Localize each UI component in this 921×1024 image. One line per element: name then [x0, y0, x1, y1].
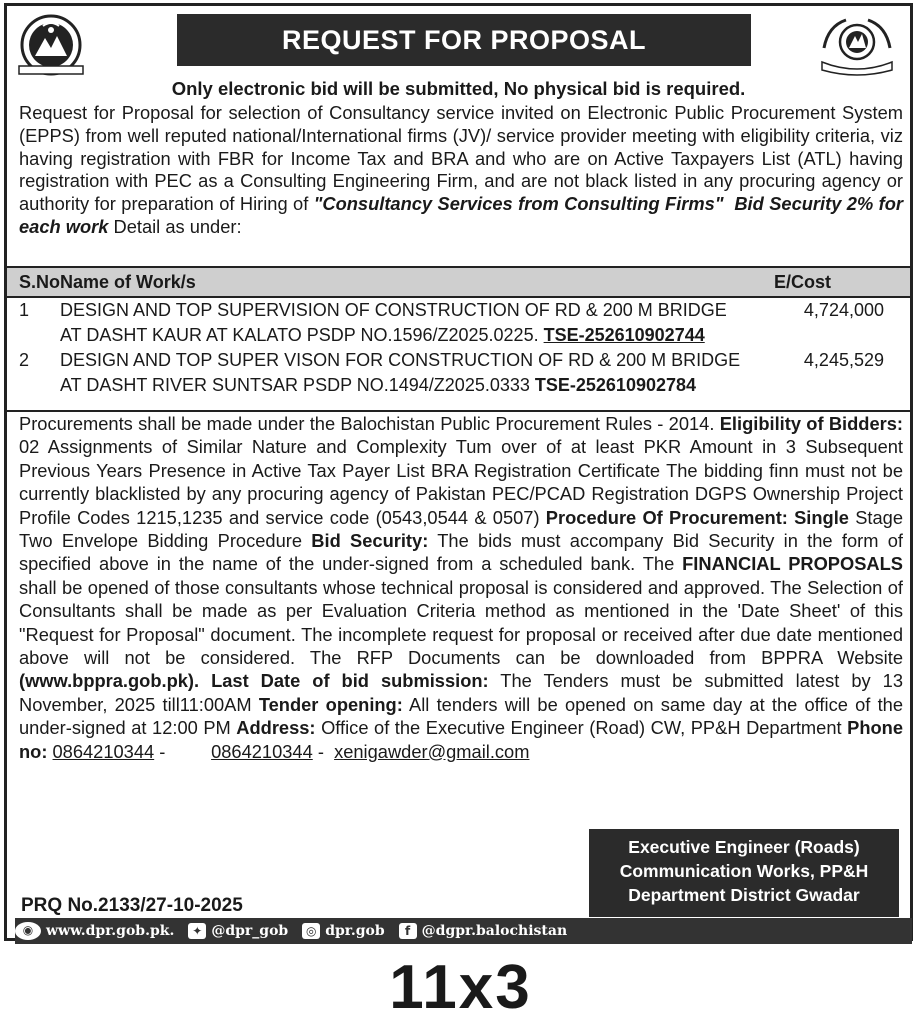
globe-icon: ◉ [15, 922, 41, 940]
bid-security-heading: Bid Security: [311, 530, 429, 552]
address-heading: Address: [236, 717, 316, 739]
tse-number: TSE-252610902784 [534, 375, 697, 395]
eligibility-heading: Eligibility of Bidders: [719, 413, 903, 434]
phone-number-1[interactable]: 0864210344 [52, 740, 155, 762]
signature-block: Executive Engineer (Roads) Communication Works, PP&H Department District Gwadar [589, 829, 899, 917]
electronic-bid-notice: Only electronic bid will be submitted, No physical bid is required. [171, 78, 746, 99]
row-cost: 4,245,529 [803, 350, 884, 370]
row-sno: 2 [19, 350, 30, 370]
instagram-item[interactable]: ◎ dpr.gob [302, 923, 384, 939]
balochistan-emblem-logo [15, 12, 87, 78]
intro-paragraph: Request for Proposal for selection of Consultancy service invited on Electronic Public Procurement System (EPPS) from well reputed national/International firms (JV)/ service provider meeting with eligibility criteria, viz having registration with FBR for Income Tax and BRA and who are on Active Taxpayers List (ATL) having registration with PEC as a Consulting Engineering Firm, and are not black listed in any procuring agency or authority for preparation of Hiring of "Consultancy Services from Consulting Firms" Bid Security 2% for each work Detail as under: [19, 102, 904, 237]
phone-heading: Phone no: [19, 717, 903, 762]
email-link[interactable]: xenigawder@gmail.com [334, 740, 530, 762]
bppra-website-link[interactable]: (www.bppra.gob.pk). [19, 670, 200, 692]
ad-size-label: 11x3 [389, 953, 532, 1022]
twitter-item[interactable]: ✦ @dpr_gob [188, 923, 288, 939]
works-table [7, 266, 910, 398]
table-header-row [7, 267, 910, 297]
header-name-of-work: Name of Work/s [60, 271, 196, 292]
row-sno: 1 [19, 300, 30, 320]
table-row [7, 348, 910, 398]
phone-number-2[interactable]: 0864210344 [211, 740, 313, 762]
header-cost: E/Cost [774, 271, 832, 292]
website-item[interactable]: ◉ www.dpr.gob.pk. [15, 922, 174, 940]
tse-number: TSE-252610902744 [543, 325, 705, 345]
procedure-heading: Procedure Of Procurement: Single [545, 506, 849, 528]
page-title: REQUEST FOR PROPOSAL [177, 14, 751, 66]
financial-proposals-heading: FINANCIAL PROPOSALS [682, 553, 903, 575]
tender-opening-heading: Tender opening: [258, 693, 403, 715]
dgpr-crest-logo [816, 14, 898, 78]
facebook-icon: f [399, 923, 417, 939]
table-row [7, 297, 910, 348]
row-work-name: DESIGN AND TOP SUPERVISION OF CONSTRUCTION OF RD & 200 M BRIDGE AT DASHT KAUR AT KALATO PSDP NO.1596/Z2025.0225. TSE-252610902744 [60, 300, 727, 345]
twitter-icon: ✦ [188, 923, 206, 939]
last-date-heading: Last Date of bid submission: [199, 670, 489, 692]
prq-number: PRQ No.2133/27-10-2025 [21, 895, 243, 916]
social-footer [15, 918, 912, 944]
facebook-item[interactable]: f @dgpr.balochistan [399, 923, 567, 939]
instagram-icon: ◎ [302, 923, 320, 939]
header-sno: S.No [19, 271, 61, 292]
row-cost: 4,724,000 [803, 300, 884, 320]
row-work-name: DESIGN AND TOP SUPER VISON FOR CONSTRUCTION OF RD & 200 M BRIDGE AT DASHT RIVER SUNTSAR PSDP NO.1494/Z2025.0333 TSE-252610902784 [60, 350, 741, 395]
advertisement-frame [4, 3, 913, 941]
terms-paragraph: Procurements shall be made under the Balochistan Public Procurement Rules - 2014. Eligibility of Bidders: 02 Assignments of Similar Nature and Complexity Tum over of at least PKR Amount in 3 Subsequent Previous Years Presence in Active Tax Payer List BRA Registration Certificate The bidding finn must not be currently blacklisted by any procuring agency of Pakistan PEC/PCAD Registration DGPS Ownership Project Profile Codes 1215,1235 and service code (0543,0544 & 0507) Procedure Of Procurement: Single Stage Two Envelope Bidding Procedure Bid Security: The bids must accompany Bid Security in the form of specified above in the name of the under-signed from a scheduled bank. The FINANCIAL PROPOSALS shall be opened of those consultants whose technical proposal is considered and approved. The Selection of Consultants shall be made as per Evaluation Criteria method as mentioned in the 'Date Sheet' of this "Request for Proposal" document. The incomplete request for proposal or received after due date mentioned above will not be considered. The RFP Documents can be downloaded from BPPRA Website (www.bppra.gob.pk). Last Date of bid submission: The Tenders must be submitted latest by 13 November, 2025 till11:00AM Tender opening: All tenders will be opened on same day at the office of the under-signed at 12:00 PM Address: Office of the Executive Engineer (Road) CW, PP&H Department Phone no: 0864210344 - 0864210344 - xenigawder@gmail.com [19, 413, 904, 762]
